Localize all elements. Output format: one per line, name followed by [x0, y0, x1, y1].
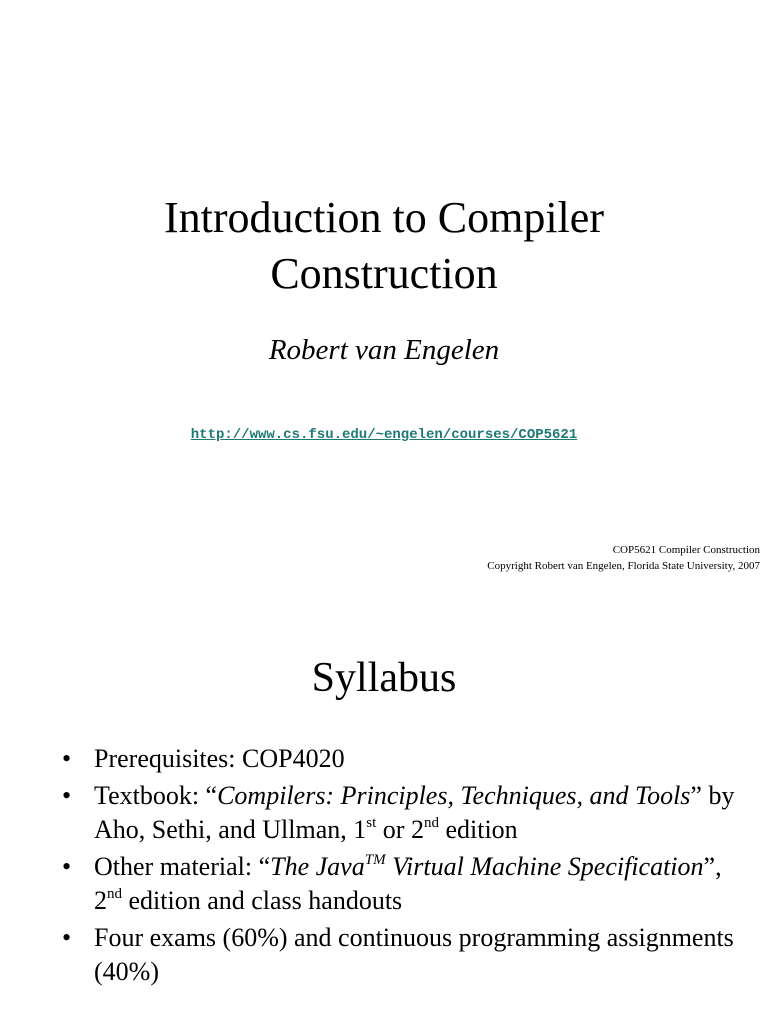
list-item-prerequisites	[62, 742, 752, 776]
other-material-prefix: Other material: “	[94, 852, 271, 881]
ordinal-nd: nd	[423, 815, 439, 831]
list-item-grading	[62, 921, 752, 989]
footer-copyright-line: Copyright Robert van Engelen, Florida State University, 2007	[487, 560, 760, 572]
trademark-mark: TM	[364, 852, 386, 868]
list-item-textbook	[62, 779, 752, 847]
list-item-other-material	[62, 850, 752, 918]
prerequisites-text: Prerequisites: COP4020	[94, 744, 345, 773]
title-line-1: Introduction to Compiler	[164, 193, 604, 242]
textbook-authors: ” by Aho, Sethi, and Ullman, 1	[94, 781, 735, 844]
bullet-icon: •	[62, 781, 72, 810]
textbook-edition: edition	[438, 815, 518, 844]
course-url-link[interactable]: http://www.cs.fsu.edu/~engelen/courses/COP5621	[190, 427, 578, 443]
slide-title	[0, 190, 768, 302]
textbook-title: Compilers: Principles, Techniques, and Tools	[217, 781, 691, 810]
bullet-icon: •	[62, 852, 72, 881]
other-material-end: edition and class handouts	[122, 886, 403, 915]
ordinal-nd: nd	[107, 886, 122, 902]
syllabus-bullet-list	[62, 742, 752, 992]
bullet-icon: •	[62, 744, 72, 773]
textbook-prefix: Textbook: “	[94, 781, 218, 810]
title-line-2: Construction	[270, 249, 498, 298]
textbook-or: or 2	[376, 815, 424, 844]
syllabus-title: Syllabus	[311, 655, 457, 701]
other-material-mid: ”, 2	[94, 852, 722, 915]
syllabus-slide	[0, 600, 768, 1024]
author-name: Robert van Engelen	[268, 334, 500, 366]
ordinal-st: st	[366, 815, 377, 831]
vm-spec-title: Virtual Machine Specification	[385, 852, 704, 881]
footer-course-line: COP5621 Compiler Construction	[612, 544, 760, 556]
grading-text: Four exams (60%) and continuous programming assignments (40%)	[94, 923, 734, 986]
bullet-icon: •	[62, 923, 72, 952]
java-title: The Java	[270, 852, 365, 881]
slide-footer	[487, 542, 760, 574]
